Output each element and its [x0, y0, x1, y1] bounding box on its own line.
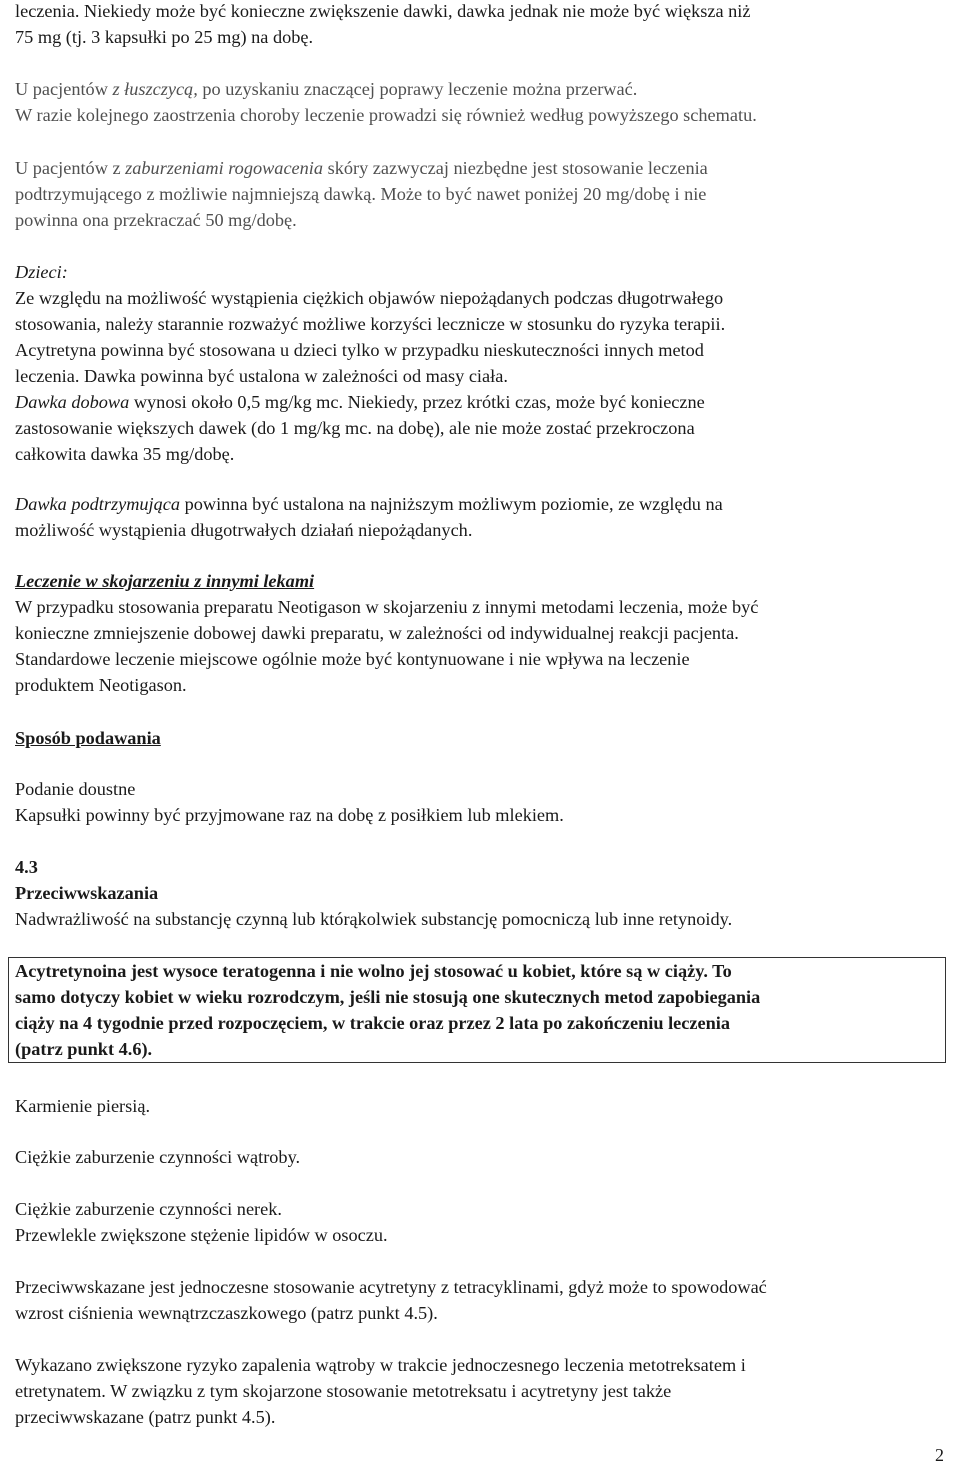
psoriasis-term: z łuszczycą, [112, 79, 198, 99]
administration-heading: Sposób podawania [15, 728, 161, 748]
combination-heading: Leczenie w skojarzeniu z innymi lekami [15, 571, 315, 591]
text-line: Przewlekle zwiększone stężenie lipidów w osoczu. [15, 1225, 388, 1245]
hypersensitivity-paragraph [15, 906, 945, 932]
text-line: Acytretyna powinna być stosowana u dzieci tylko w przypadku nieskuteczności innych metod [15, 340, 704, 360]
text-line: powinna ona przekraczać 50 mg/dobę. [15, 210, 297, 230]
text-line: możliwość wystąpienia długotrwałych działań niepożądanych. [15, 520, 473, 540]
text-line: Acytretynoina jest wysoce teratogenna i nie wolno jej stosować u kobiet, które są w ciąży. To [15, 961, 732, 981]
text-line: Ciężkie zaburzenie czynności wątroby. [15, 1147, 301, 1167]
text-line: leczenia. Niekiedy może być konieczne zwiększenie dawki, dawka jednak nie może być większa niż [15, 1, 751, 21]
text-line: Nadwrażliwość na substancję czynną lub którąkolwiek substancję pomocniczą lub inne retynoidy. [15, 909, 733, 929]
contraindications-heading [15, 854, 945, 906]
text-line: Standardowe leczenie miejscowe ogólnie może być kontynuowane i nie wpływa na leczenie [15, 649, 690, 669]
page-number: 2 [935, 1445, 944, 1465]
text-line: Dawka dobowa wynosi około 0,5 mg/kg mc. Niekiedy, przez krótki czas, może być konieczne [15, 392, 705, 412]
kidney-lipids-items [15, 1196, 945, 1248]
section-title: Przeciwwskazania [15, 883, 159, 903]
administration-paragraph [15, 776, 945, 828]
daily-dose-term: Dawka dobowa [15, 392, 130, 412]
text-line: ciąży na 4 tygodnie przed rozpoczęciem, w trakcie oraz przez 2 lata po zakończeniu leczenia [15, 1013, 730, 1033]
children-heading: Dzieci: [15, 262, 68, 282]
administration-heading-block [15, 725, 945, 751]
text-line: podtrzymującego z możliwie najmniejszą dawką. Może to być nawet poniżej 20 mg/dobę i nie [15, 184, 707, 204]
maintenance-dose-term: Dawka podtrzymująca [15, 494, 181, 514]
text-line: Ze względu na możliwość wystąpienia ciężkich objawów niepożądanych podczas długotrwałego [15, 288, 724, 308]
text-line: W przypadku stosowania preparatu Neotigason w skojarzeniu z innymi metodami leczenia, może być [15, 597, 759, 617]
keratinization-term: zaburzeniami rogowacenia [125, 158, 324, 178]
section-number: 4.3 [15, 857, 38, 877]
breastfeeding-item [15, 1093, 945, 1119]
maintenance-paragraph [15, 491, 945, 543]
methotrexate-paragraph [15, 1352, 945, 1430]
liver-item [15, 1144, 945, 1170]
text-line: etretynatem. W związku z tym skojarzone stosowanie metotreksatu i acytretyny jest także [15, 1381, 672, 1401]
text-line: leczenia. Dawka powinna być ustalona w zależności od masy ciała. [15, 366, 508, 386]
text-line: W razie kolejnego zaostrzenia choroby leczenie prowadzi się również według powyższego schematu. [15, 105, 757, 125]
text-line: wzrost ciśnienia wewnątrzczaszkowego (patrz punkt 4.5). [15, 1303, 438, 1323]
text-line: Podanie doustne [15, 779, 136, 799]
text-line: Przeciwwskazane jest jednoczesne stosowanie acytretyny z tetracyklinami, gdyż może to spowodować [15, 1277, 767, 1297]
text-line: 75 mg (tj. 3 kapsułki po 25 mg) na dobę. [15, 27, 314, 47]
dosage-continuation-paragraph [15, 0, 945, 50]
psoriasis-paragraph [15, 76, 945, 128]
teratogenicity-warning-box [8, 957, 946, 1063]
text-line: U pacjentów z zaburzeniami rogowacenia skóry zazwyczaj niezbędne jest stosowanie leczenia [15, 158, 708, 178]
text-line: (patrz punkt 4.6). [15, 1039, 153, 1059]
children-section [15, 259, 945, 467]
text-line: Wykazano zwiększone ryzyko zapalenia wątroby w trakcie jednoczesnego leczenia metotreksatem i [15, 1355, 746, 1375]
text-line: przeciwwskazane (patrz punkt 4.5). [15, 1407, 276, 1427]
text-line: konieczne zmniejszenie dobowej dawki preparatu, w zależności od indywidualnej reakcji pacjenta. [15, 623, 739, 643]
text-line: zastosowanie większych dawek (do 1 mg/kg mc. na dobę), ale nie może zostać przekroczona [15, 418, 695, 438]
keratinization-paragraph [15, 155, 945, 233]
text-line: stosowania, należy starannie rozważyć możliwe korzyści lecznicze w stosunku do ryzyka terapii. [15, 314, 726, 334]
combination-section [15, 568, 945, 698]
text-line: produktem Neotigason. [15, 675, 187, 695]
text-line: całkowita dawka 35 mg/dobę. [15, 444, 235, 464]
tetracycline-paragraph [15, 1274, 945, 1326]
text-line: samo dotyczy kobiet w wieku rozrodczym, jeśli nie stosują one skutecznych metod zapobiegania [15, 987, 761, 1007]
text-line: Karmienie piersią. [15, 1096, 151, 1116]
text-line: Kapsułki powinny być przyjmowane raz na dobę z posiłkiem lub mlekiem. [15, 805, 564, 825]
text-line: U pacjentów z łuszczycą, po uzyskaniu znaczącej poprawy leczenie można przerwać. [15, 79, 638, 99]
text-line: Ciężkie zaburzenie czynności nerek. [15, 1199, 282, 1219]
text-line: Dawka podtrzymująca powinna być ustalona na najniższym możliwym poziomie, ze względu na [15, 494, 723, 514]
